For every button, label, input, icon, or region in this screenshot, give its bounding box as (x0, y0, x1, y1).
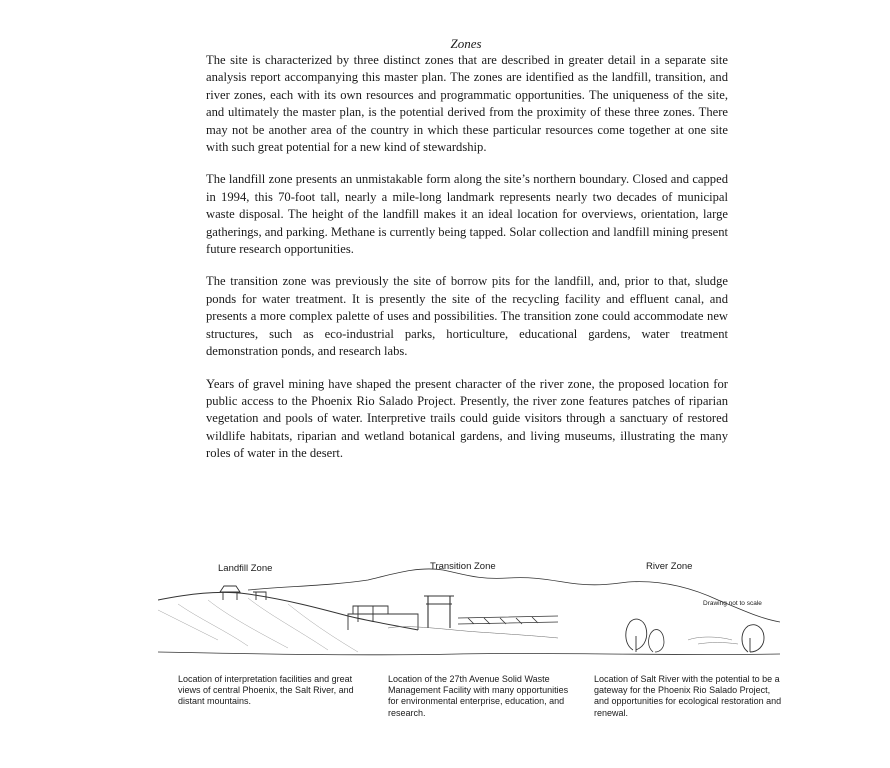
site-section-sketch (158, 560, 780, 670)
transition-terrain-detail (388, 627, 558, 638)
mountain-ridge-line (248, 569, 780, 622)
scale-note: Drawing not to scale (703, 600, 762, 607)
ground-line (158, 652, 780, 655)
transition-conveyor (458, 616, 558, 624)
landfill-zone-caption: Location of interpretation facilities and great views of central Phoenix, the Salt River, and distant mountains. (178, 674, 354, 707)
landfill-zone-label: Landfill Zone (218, 563, 273, 574)
landfill-hatching (158, 598, 358, 652)
paragraph-zones-intro: The site is characterized by three distinct zones that are described in greater detail in a separate site analysis report accompanying this master plan. The zones are identified as the landfill, transition, and river zones, each with its own resources and programmatic opportunities. The uniqueness of the site, and ultimately the master plan, is the potential derived from the proximity of these three zones. There may not be another area of the country in which these particular resources come together at one site with such great potential for a new kind of stewardship. (206, 53, 728, 155)
river-water-lines (688, 637, 738, 644)
river-tree-3 (742, 625, 764, 652)
transition-zone-label: Transition Zone (430, 561, 496, 572)
river-zone-label: River Zone (646, 561, 693, 572)
river-tree-1 (626, 619, 647, 652)
paragraph-landfill-zone: The landfill zone presents an unmistakable form along the site’s northern boundary. Closed and capped in 1994, this 70-foot tall, nearly a mile-long landmark represents nearly two decades of municipal waste disposal. The height of the landfill makes it an ideal location for overviews, orientation, large gatherings, and parking. Methane is currently being tapped. Solar collection and landfill mining present future research opportunities. (206, 172, 728, 257)
transition-tower (424, 596, 454, 628)
landfill-mound-outline (158, 592, 418, 630)
paragraph-transition-zone: The transition zone was previously the site of borrow pits for the landfill, and, prior to that, sludge ponds for water treatment. It is presently the site of the recycling facility and effluent canal, and presents a more complex palette of uses and possibilities. The transition zone could accommodate new structures, such as eco-industrial parks, horticulture, educational gardens, water treatment demonstration ponds, and research labs. (206, 274, 728, 359)
section-heading: Zones (450, 36, 482, 51)
body-text (206, 52, 728, 478)
river-zone-caption: Location of Salt River with the potential to be a gateway for the Phoenix Rio Salado Project, and opportunities for ecological restoration and renewal. (594, 674, 782, 718)
paragraph-river-zone: Years of gravel mining have shaped the present character of the river zone, the proposed location for public access to the Phoenix Rio Salado Project. Presently, the river zone features patches of riparian vegetation and pools of water. Interpretive trails could guide visitors through a sanctuary of restored wildlife habitats, riparian and wetland botanical gardens, and living museums, illustrating the many roles of water in the desert. (206, 376, 728, 461)
river-tree-2 (649, 630, 664, 652)
transition-zone-caption: Location of the 27th Avenue Solid Waste Management Facility with many opportunities for environmental enterprise, education, and research. (388, 674, 569, 718)
